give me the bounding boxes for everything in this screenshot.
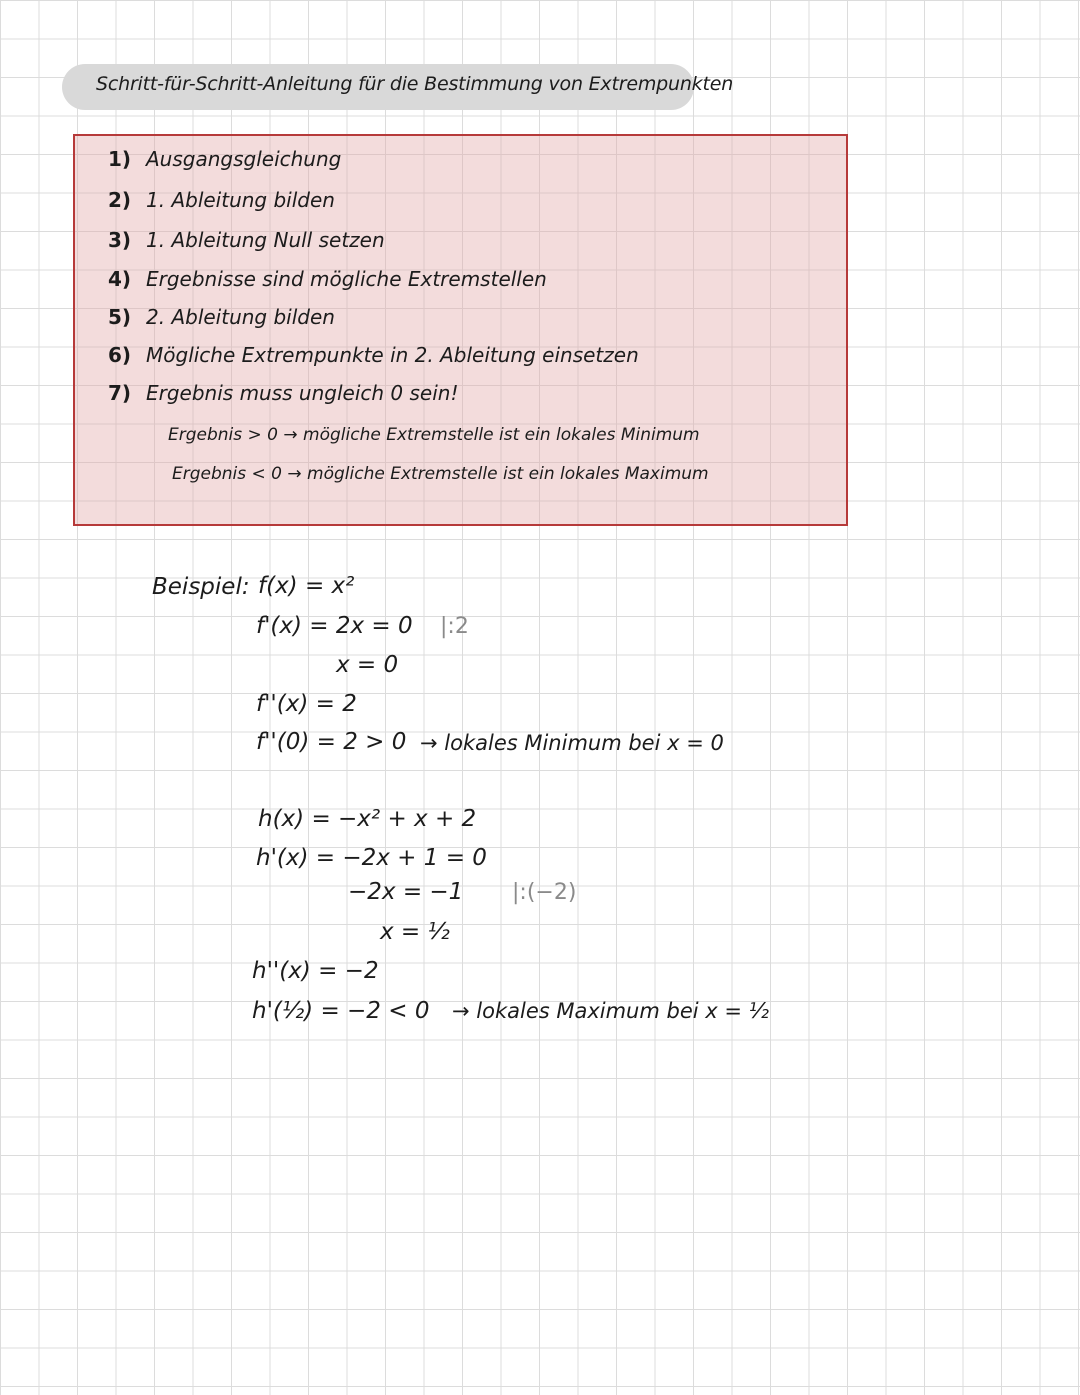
example-label: Beispiel:: [152, 574, 250, 600]
step-text: 1. Ableitung Null setzen: [146, 228, 385, 252]
step-number: 7): [108, 381, 132, 405]
step-4: [108, 267, 547, 291]
first-function: f(x) = x²: [258, 573, 355, 599]
first-result: → lokales Minimum bei x = 0: [420, 731, 724, 755]
step-5: [108, 305, 335, 329]
second-result: → lokales Maximum bei x = ½: [452, 999, 769, 1023]
step-text: Ergebnisse sind mögliche Extremstellen: [146, 267, 547, 291]
step-number: 1): [108, 147, 132, 171]
step-number: 6): [108, 343, 132, 367]
second-second-derivative: h''(x) = −2: [252, 958, 379, 984]
step-text: Ergebnis muss ungleich 0 sein!: [146, 381, 459, 405]
first-second-derivative: f''(x) = 2: [256, 691, 357, 717]
first-derivative-note: |:2: [440, 614, 469, 639]
step-2: [108, 188, 335, 212]
step-text: 1. Ableitung bilden: [146, 188, 335, 212]
step-text: Ausgangsgleichung: [146, 147, 342, 171]
step-1: [108, 147, 341, 171]
step-number: 2): [108, 188, 132, 212]
step-6: [108, 343, 639, 367]
step-text: Mögliche Extrempunkte in 2. Ableitung einsetzen: [146, 343, 639, 367]
second-step: −2x = −1: [348, 879, 464, 905]
condition-positive: Ergebnis > 0 → mögliche Extremstelle ist ein lokales Minimum: [168, 425, 700, 445]
first-x-solution: x = 0: [336, 652, 399, 678]
condition-negative: Ergebnis < 0 → mögliche Extremstelle ist ein lokales Maximum: [172, 464, 709, 484]
second-derivative: h'(x) = −2x + 1 = 0: [256, 845, 487, 871]
second-step-note: |:(−2): [512, 880, 577, 905]
second-x-solution: x = ½: [380, 919, 450, 945]
second-function: h(x) = −x² + x + 2: [258, 806, 477, 832]
step-number: 5): [108, 305, 132, 329]
step-number: 3): [108, 228, 132, 252]
step-number: 4): [108, 267, 132, 291]
second-second-derivative-eval: h'(½) = −2 < 0: [252, 998, 430, 1024]
first-derivative: f'(x) = 2x = 0: [256, 613, 413, 639]
step-7: [108, 381, 458, 405]
step-text: 2. Ableitung bilden: [146, 305, 335, 329]
step-3: [108, 228, 385, 252]
first-second-derivative-eval: f''(0) = 2 > 0: [256, 729, 407, 755]
page-title: Schritt-für-Schritt-Anleitung für die Bestimmung von Extrempunkten: [96, 73, 734, 95]
